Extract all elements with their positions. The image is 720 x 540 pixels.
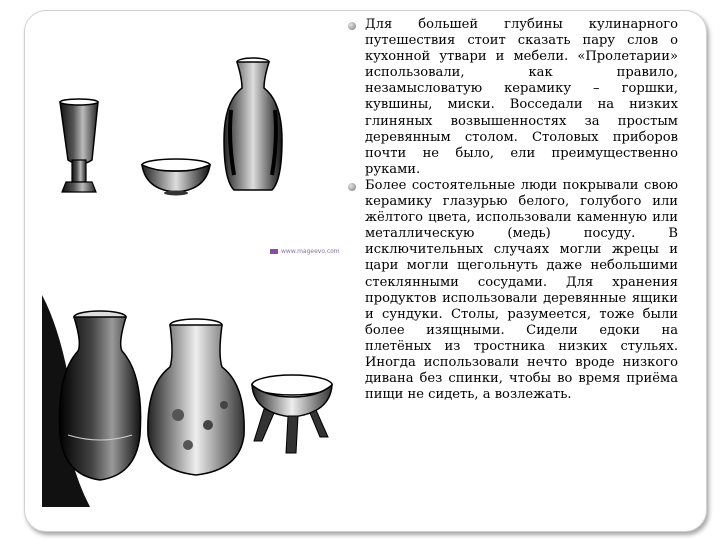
vessels-illustration-bottom	[28, 285, 340, 515]
tall-vase-drawing	[224, 58, 282, 190]
bullet-icon	[348, 183, 356, 191]
bullet-item	[348, 178, 678, 403]
pot-drawing	[148, 319, 244, 475]
goblet-drawing	[60, 99, 98, 192]
jar-drawing	[59, 311, 140, 480]
bullet-list	[348, 17, 678, 403]
watermark-text: www.mageevo.com	[281, 248, 340, 255]
bullet-item	[348, 17, 678, 178]
vessels-illustration-top	[28, 40, 328, 270]
bullet-text: Для большей глубины кулинарного путешествия стоит сказать пару слов о кухонной утвари и мебели. «Пролетарии» использовали, как правило, незамысловатую керамику – горшки, кувшины, миски. Восседали на низких глиняных возвышенностях за простым деревянным столом. Столовых приборов почти не было, ели преимущественно руками.	[365, 17, 678, 177]
bullet-text: Более состоятельные люди покрывали свою керамику глазурью белого, голубого или жёлтого цвета, использовали каменную или металлическую (медь) посуду. В исключительных случаях могли жрецы и цари могли щегольнуть даже небольшими стеклянными сосудами. Для хранения продуктов использовали деревянные ящики и сундуки. Столы, разумеется, тоже были более изящными. Сидели едоки на плетёных из тростника низких стульях. Иногда использовали нечто вроде низкого дивана без спинки, чтобы во время приёма пищи не сидеть, а возлежать.	[365, 177, 678, 403]
tripod-bowl-drawing	[252, 375, 332, 453]
bullet-icon	[348, 22, 356, 30]
bowl-drawing	[142, 159, 210, 196]
watermark	[270, 248, 340, 255]
watermark-icon	[270, 249, 278, 254]
